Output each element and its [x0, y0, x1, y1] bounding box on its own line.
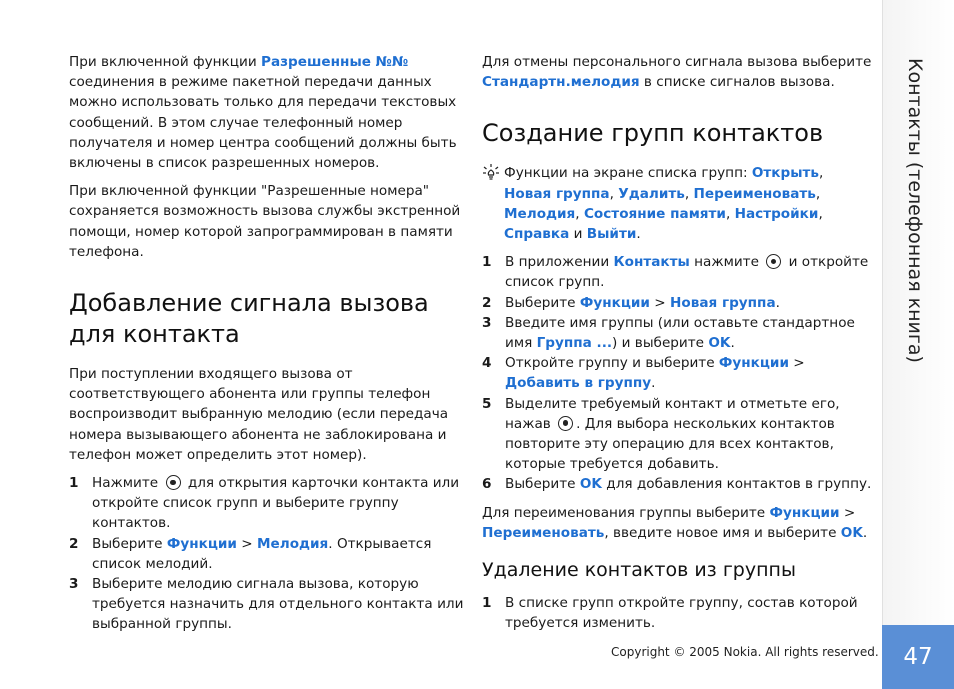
- step-number: 3: [482, 314, 492, 331]
- list-item: 2 Выберите Функции > Новая группа.: [482, 293, 874, 313]
- tip-block: [482, 163, 874, 244]
- list-item: 1 В приложении Контакты нажмите и откройте список групп.: [482, 252, 874, 292]
- tip-text: Функции на экране списка групп: Открыть, Новая группа, Удалить, Переименовать, Мелодия, Состояние памяти, Настройки, Справка и Выйти.: [504, 165, 824, 243]
- list-item: 3 Введите имя группы (или оставьте стандартное имя Группа ...) и выберите OK.: [482, 313, 874, 353]
- list-item: 1 Нажмите для открытия карточки контакта или откройте список групп и выберите группу контактов.: [69, 473, 464, 534]
- steps-list: [482, 252, 874, 494]
- step-number: 4: [482, 355, 492, 372]
- step-number: 6: [482, 476, 492, 493]
- steps-list: [482, 593, 874, 633]
- joystick-icon: [766, 254, 781, 269]
- section-heading: Добавление сигнала вызова для контакта: [69, 289, 429, 349]
- paragraph: Для переименования группы выберите Функции > Переименовать, введите новое имя и выберите OK.: [482, 504, 868, 541]
- paragraph: Для отмены персонального сигнала вызова выберите Стандартн.мелодия в списке сигналов вызова.: [482, 54, 872, 91]
- list-item: 6 Выберите OK для добавления контактов в группу.: [482, 474, 874, 494]
- steps-list: [69, 473, 464, 635]
- subsection-heading: Удаление контактов из группы: [482, 559, 796, 582]
- list-item: 2 Выберите Функции > Мелодия. Открывается список мелодий.: [69, 534, 464, 574]
- lightbulb-icon: [482, 163, 504, 244]
- step-number: 2: [482, 294, 492, 311]
- step-number: 1: [69, 475, 79, 492]
- term-highlight: Разрешенные №№: [261, 54, 409, 70]
- joystick-icon: [166, 475, 181, 490]
- list-item: 1 В списке групп откройте группу, состав которой требуется изменить.: [482, 593, 874, 633]
- chapter-sidebar: [882, 0, 954, 689]
- paragraph: При включенной функции "Разрешенные номера" сохраняется возможность вызова службы экстренной помощи, номер которой запрограммирован в памяти телефона.: [69, 183, 461, 260]
- step-number: 3: [69, 576, 79, 593]
- left-column: [69, 52, 464, 643]
- right-column: [482, 52, 874, 641]
- step-number: 2: [69, 535, 79, 552]
- list-item: 4 Откройте группу и выберите Функции > Добавить в группу.: [482, 353, 874, 393]
- joystick-icon: [558, 416, 573, 431]
- paragraph: При поступлении входящего вызова от соответствующего абонента или группы телефон воспроизводит выбранную мелодию (если передача номера вызывающего абонента не заблокирована и телефон может определить этот номер).: [69, 366, 449, 463]
- section-heading: Создание групп контактов: [482, 119, 824, 148]
- copyright-notice: Copyright © 2005 Nokia. All rights reserved.: [611, 645, 879, 659]
- step-number: 1: [482, 595, 492, 612]
- list-item: 5 Выделите требуемый контакт и отметьте его, нажав . Для выбора нескольких контактов повторите эту операцию для всех контактов, которые требуется добавить.: [482, 394, 874, 475]
- chapter-title: Контакты (телефонная книга): [904, 58, 926, 363]
- list-item: 3 Выберите мелодию сигнала вызова, которую требуется назначить для отдельного контакта или выбранной группы.: [69, 574, 464, 635]
- page-number: 47: [882, 625, 954, 689]
- step-number: 5: [482, 395, 492, 412]
- step-number: 1: [482, 254, 492, 271]
- paragraph: При включенной функции Разрешенные №№ соединения в режиме пакетной передачи данных можно использовать только для передачи текстовых сообщений. В этом случае телефонный номер получателя и номер центра сообщений должны быть включены в список разрешенных номеров.: [69, 54, 457, 172]
